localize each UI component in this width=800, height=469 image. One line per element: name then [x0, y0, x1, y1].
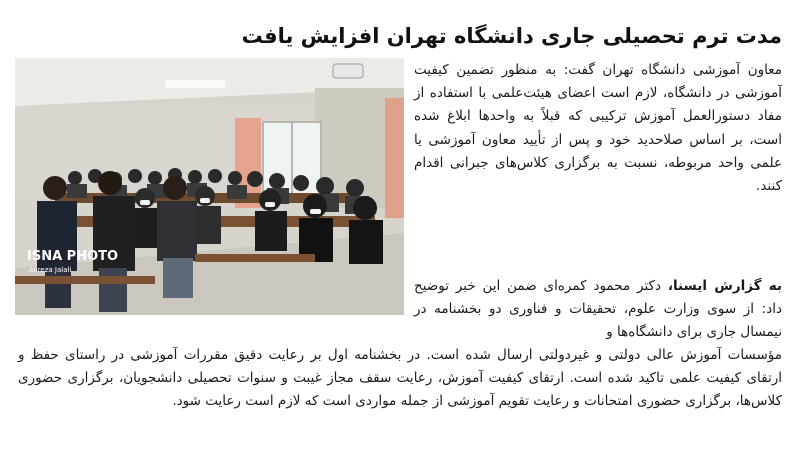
article-title: مدت ترم تحصیلی جاری دانشگاه تهران افزایش یافت	[241, 24, 782, 49]
paragraph-2-lead: به گزارش ایسنا،	[667, 278, 782, 294]
paragraph-2-top-text: دکتر محمود کمره‌ای ضمن این خبر توضیح داد: از سوی وزارت علوم، تحقیقات و فناوری دو بخشنامه در نیمسال جاری برای دانشگاه‌ها و	[414, 278, 782, 341]
watermark-brand: ISNA PHOTO	[27, 249, 119, 264]
classroom-photo	[15, 58, 404, 315]
paragraph-2-top	[414, 275, 782, 345]
paragraph-2-rest: مؤسسات آموزش عالی دولتی و غیردولتی ارسال شده است. در بخشنامه اول بر رعایت دقیق مقررات آموزشی در راستای حفظ و ارتقای کیفیت علمی تاکید شده است. ارتقای کیفیت آموزش، رعایت سقف مجاز غیبت و سنوات تحصیلی دانشجویان، برگزاری حضوری کلاس‌ها، برگزاری حضوری امتحانات و رعایت تقویم آموزشی از جمله مواردی است که لازم است رعایت شود.	[18, 347, 782, 410]
watermark-credit: Alireza Jalali	[29, 266, 72, 274]
paragraph-1: معاون آموزشی دانشگاه تهران گفت: به منظور تضمین کیفیت آموزشی در دانشگاه، لازم است اعضای هیئت‌علمی با استفاده از مفاد دستورالعمل آموزش ترکیبی که قبلاً به واحدها ابلاغ شده است، بر اساس صلاحدید خود و پس از تأیید معاون آموزشی یا علمی واحد مربوطه، نسبت به برگزاری کلاس‌های جبرانی اقدام کنند.	[414, 62, 782, 195]
